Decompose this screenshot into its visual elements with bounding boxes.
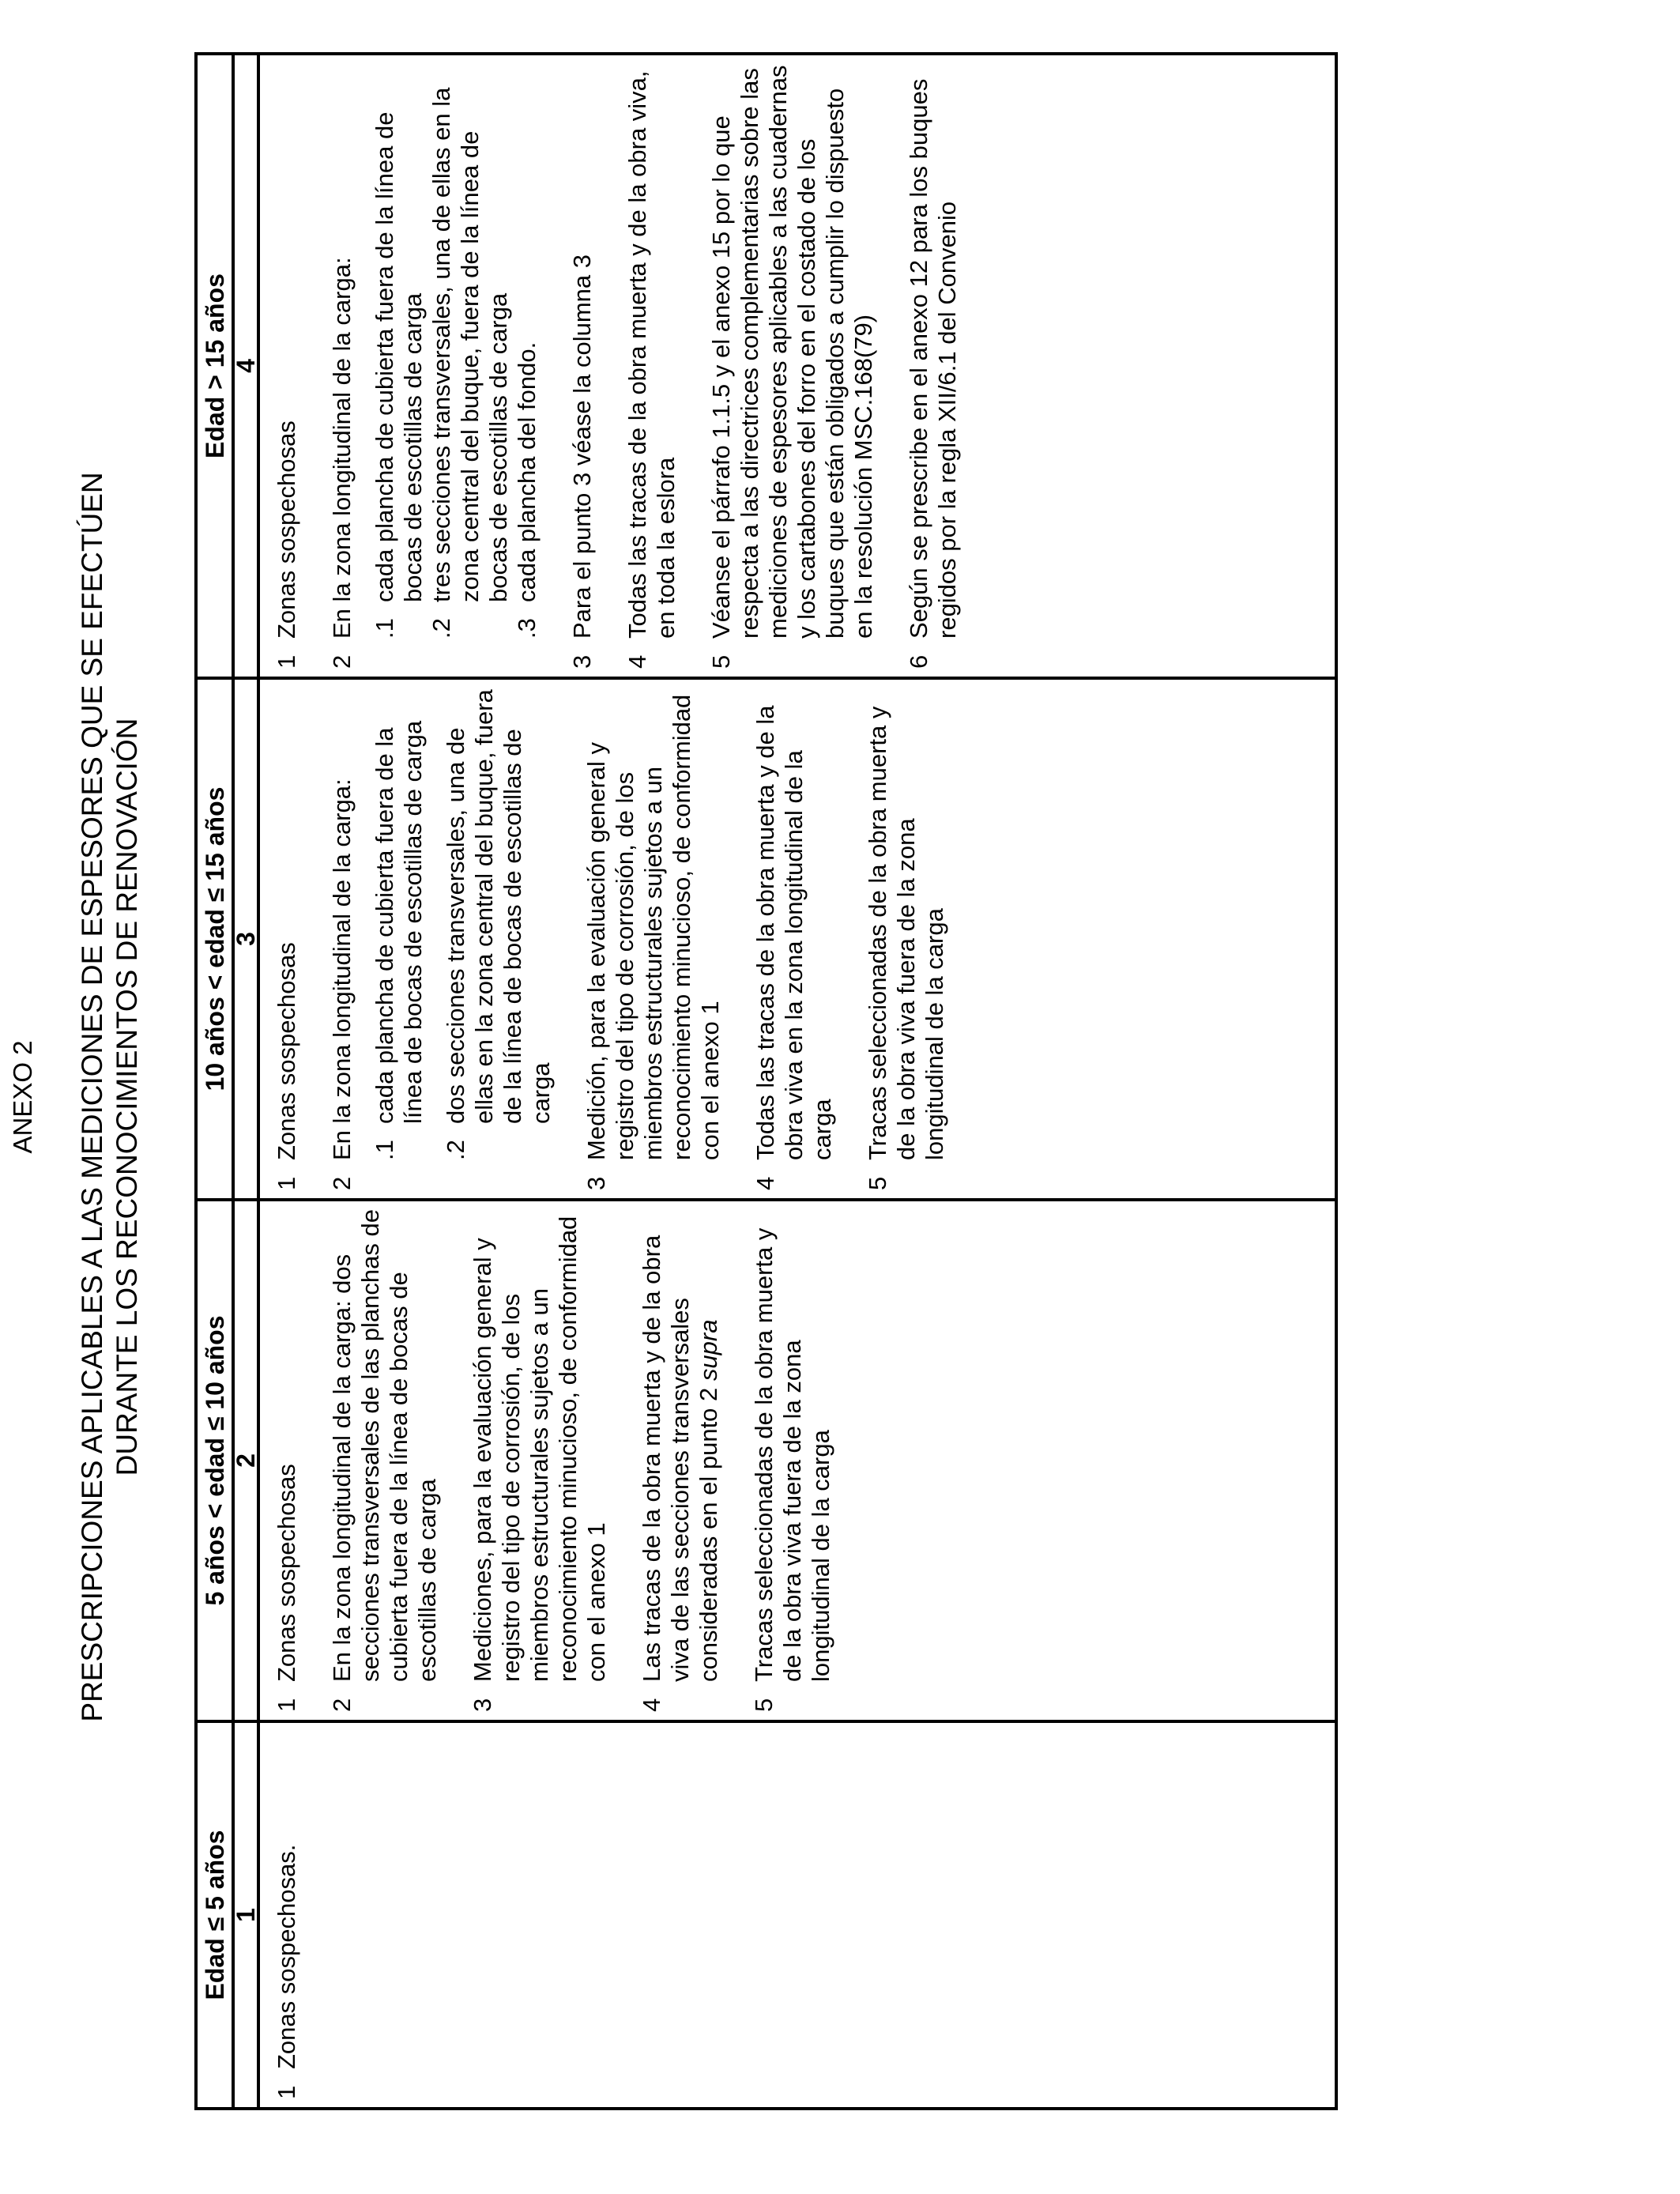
list-item: 5 Véanse el párrafo 1.1.5 y el anexo 15 por lo que respecta a las directrices complementarias sobre las mediciones de espesores aplicables a las cuadernas y los cartabones del forro en el costado de los buques que están obligados a cumplir lo dispuesto en la resolución MSC.168(79) [707,65,877,669]
list-item: 2 En la zona longitudinal de la carga: .1 cada plancha de cubierta fuera de la línea de bocas de escotillas de carga .2 dos secciones transversales, una de ellas en la zona central del buque, fuera de la línea de bocas de escotillas de carga [328,688,556,1190]
sub-item: .1 cada plancha de cubierta fuera de la línea de bocas de escotillas de carga [371,720,427,1160]
cell-col-1 [258,1721,1336,2109]
title-line-2: DURANTE LOS RECONOCIMIENTOS DE RENOVACIÓN [111,718,143,1476]
table-header-row [196,54,233,2109]
column-number-2: 2 [233,1200,258,1721]
column-number-4: 4 [233,54,258,678]
list-item: 5 Tracas seleccionadas de la obra muerta y de la obra viva fuera de la zona longitudinal de la carga [750,1227,834,1712]
table-number-row [233,54,258,2109]
requirements-table [194,52,1338,2110]
list-item: 1 Zonas sospechosas [273,420,300,669]
list-item: 4 Todas las tracas de la obra muerta y de la obra viva, en toda la eslora [623,70,680,669]
cell-col-4 [258,54,1336,678]
column-number-1: 1 [233,1721,258,2109]
list-item: 1 Zonas sospechosas [273,942,300,1190]
header-col-3: 10 años < edad ≤ 15 años [196,678,233,1200]
list-item: 3 Medición, para la evaluación general y registro del tipo de corrosión, de los miembros estructurales sujetos a un reconocimiento minucioso, de conformidad con el anexo 1 [582,694,724,1190]
sub-item: .3 cada plancha del fondo. [513,341,541,639]
list-item: 3 Mediciones, para la evaluación general y registro del tipo de corrosión, de los miembros estructurales sujetos a un reconocimiento minucioso, de conformidad con el anexo 1 [469,1216,610,1712]
header-col-4: Edad > 15 años [196,54,233,678]
list-item: 3 Para el punto 3 véase la columna 3 [568,254,596,669]
list-item: 1 Zonas sospechosas. [273,1844,300,2099]
list-item: 4 Las tracas de la obra muerta y de la obra viva de las secciones transversales consideradas en el punto 2 supra [638,1235,722,1712]
list-item: 4 Todas las tracas de la obra muerta y de la obra viva en la zona longitudinal de la carga [751,705,836,1190]
sub-item: .1 cada plancha de cubierta fuera de la línea de bocas de escotillas de carga [371,111,427,639]
list-item: 1 Zonas sospechosas [273,1464,300,1712]
title-line-1: PRESCRIPCIONES APLICABLES A LAS MEDICIONES DE ESPESORES QUE SE EFECTÚEN [76,472,108,1722]
list-item: 5 Tracas seleccionadas de la obra muerta y de la obra viva fuera de la zona longitudinal de la carga [864,706,948,1190]
cell-col-3 [258,678,1336,1200]
list-item: 2 En la zona longitudinal de la carga: .1 cada plancha de cubierta fuera de la línea de bocas de escotillas de carga .2 tres secciones transversales, una de ellas en la zona central del buque, fuera de la línea de bocas de escotillas de carga .3 cada plancha del fondo. [328,63,541,669]
cell-col-2 [258,1200,1336,1721]
annex-title: ANEXO 2 [8,1040,37,1154]
list-item: 6 Según se prescribe en el anexo 12 para los buques regidos por la regla XII/6.1 del Convenio [905,78,961,669]
sub-item: .2 dos secciones transversales, una de ellas en la zona central del buque, fuera de la línea de bocas de escotillas de carga [442,689,555,1160]
table-body-row [258,54,1336,2109]
column-number-3: 3 [233,678,258,1200]
header-col-2: 5 años < edad ≤ 10 años [196,1200,233,1721]
list-item: 2 En la zona longitudinal de la carga: dos secciones transversales de las planchas de cubierta fuera de la línea de bocas de escotillas de carga [328,1209,441,1712]
sub-item: .2 tres secciones transversales, una de ellas en la zona central del buque, fuera de la línea de bocas de escotillas de carga [428,87,512,639]
header-col-1: Edad ≤ 5 años [196,1721,233,2109]
document-title [75,0,145,2194]
